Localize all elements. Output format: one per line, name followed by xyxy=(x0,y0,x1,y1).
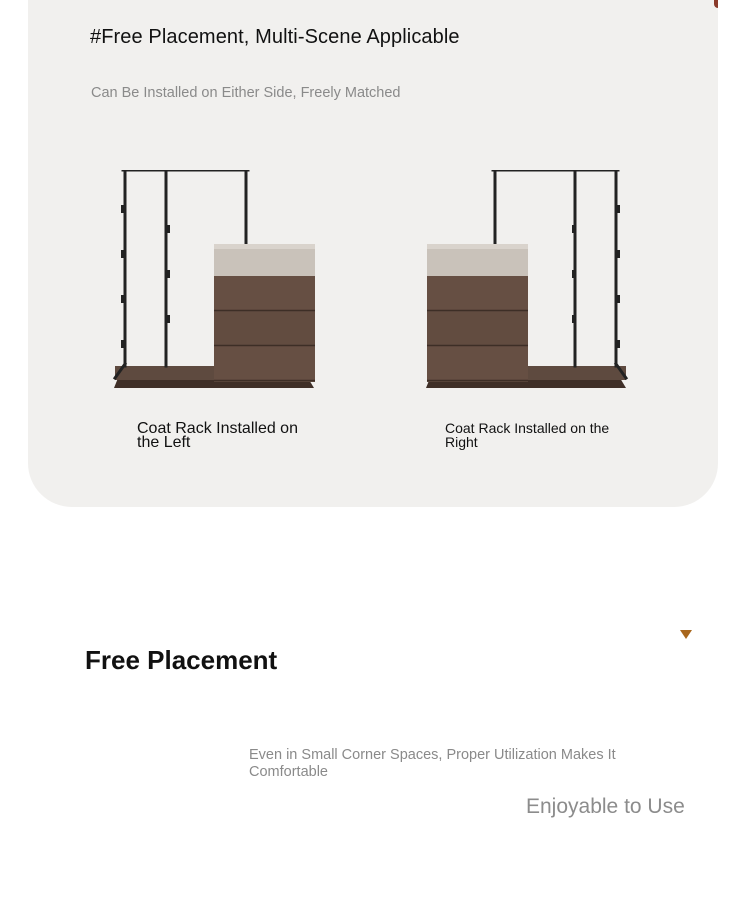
right-rack-illustration xyxy=(420,170,630,402)
card-headline: #Free Placement, Multi-Scene Applicable xyxy=(90,26,460,48)
left-rack-illustration xyxy=(108,170,318,402)
product-card xyxy=(28,0,718,507)
section-tagline: Enjoyable to Use xyxy=(526,795,685,818)
card-accent-strip xyxy=(714,0,718,8)
left-rack-caption: Coat Rack Installed on the Left xyxy=(137,420,298,451)
card-subline: Can Be Installed on Either Side, Freely Matched xyxy=(91,85,401,101)
triangle-down-icon xyxy=(680,630,692,639)
right-rack-caption: Coat Rack Installed on the Right xyxy=(445,420,610,450)
section-title: Free Placement xyxy=(85,645,278,675)
section-description: Even in Small Corner Spaces, Proper Utilization Makes It Comfortable xyxy=(249,747,616,780)
